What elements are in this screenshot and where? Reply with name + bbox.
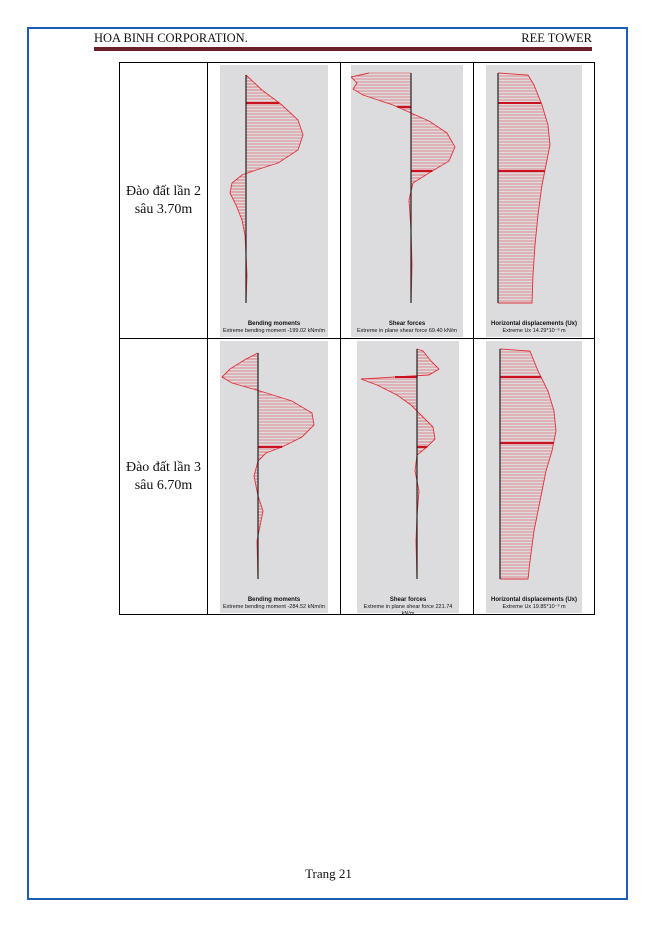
moment-title: Bending moments — [247, 321, 301, 327]
disp-caption — [486, 320, 582, 335]
stage-depth: sâu 3.70m — [134, 201, 193, 217]
shear-plot — [357, 341, 459, 613]
moment-diagram — [220, 65, 328, 337]
diagram-outline — [500, 349, 556, 579]
page-header — [94, 31, 592, 47]
stage-depth: sâu 6.70m — [134, 477, 193, 493]
page-number: Trang 21 — [305, 866, 352, 881]
moment-diagram — [220, 341, 328, 613]
table-row — [120, 339, 595, 615]
stage-label-cell — [120, 63, 208, 339]
shear-cell — [341, 339, 474, 615]
stage-name: Đào đất lần 2 — [125, 183, 202, 199]
disp-cell — [474, 63, 595, 339]
moment-caption — [220, 320, 328, 335]
company-name: HOA BINH CORPORATION. — [94, 31, 248, 45]
disp-diagram — [486, 65, 582, 337]
moment-title: Bending moments — [247, 597, 301, 603]
table-row — [120, 63, 595, 339]
shear-title: Shear forces — [389, 597, 427, 603]
shear-plot — [351, 65, 463, 337]
disp-cell — [474, 339, 595, 615]
shear-diagram — [357, 341, 459, 617]
diagram-outline — [361, 349, 439, 579]
moment-cell — [208, 339, 341, 615]
disp-title: Horizontal displacements (Ux) — [490, 597, 577, 603]
diagram-outline — [498, 73, 550, 303]
moment-cell — [208, 63, 341, 339]
stage-label-cell — [120, 339, 208, 615]
shear-caption — [357, 596, 459, 618]
disp-subtitle: Extreme Ux 19.85*10⁻³ m — [502, 604, 566, 610]
moment-subtitle: Extreme bending moment -199.02 kNm/m — [222, 328, 326, 334]
disp-caption — [486, 596, 582, 611]
shear-subtitle: Extreme in plane shear force 69.40 kN/m — [357, 328, 457, 334]
disp-subtitle: Extreme Ux 14.29*10⁻³ m — [502, 328, 566, 334]
shear-caption — [351, 320, 463, 335]
shear-diagram — [351, 65, 463, 337]
shear-cell — [341, 63, 474, 339]
disp-plot — [486, 341, 582, 613]
moment-plot — [220, 341, 328, 613]
moment-caption — [220, 596, 328, 611]
stage-name: Đào đất lần 3 — [125, 459, 202, 475]
shear-title: Shear forces — [388, 321, 426, 327]
moment-subtitle: Extreme bending moment -284.52 kNm/m — [222, 604, 326, 610]
disp-plot — [486, 65, 582, 337]
shear-subtitle: Extreme in plane shear force 221.74 kN/m — [363, 604, 453, 617]
header-rule — [94, 47, 592, 51]
moment-plot — [220, 65, 328, 337]
diagram-outline — [222, 353, 314, 579]
disp-diagram — [486, 341, 582, 613]
results-table — [119, 62, 595, 615]
project-name: REE TOWER — [521, 31, 592, 45]
disp-title: Horizontal displacements (Ux) — [490, 321, 577, 327]
